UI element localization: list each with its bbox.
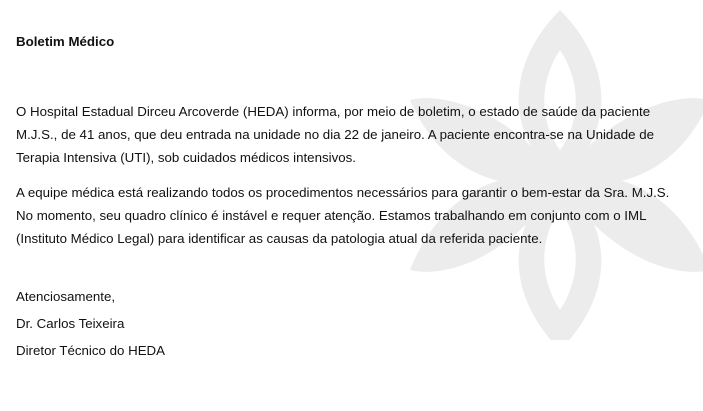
signatory-name: Dr. Carlos Teixeira (16, 316, 125, 331)
closing-salutation: Atenciosamente, (16, 289, 116, 304)
document-title: Boletim Médico (16, 34, 115, 49)
bulletin-paragraph-2: A equipe médica está realizando todos os procedimentos necessários para garantir o bem-estar da Sra. M.J.S. No momento, seu quadro clínico é instável e requer atenção. Estamos trabalhando em conjunto com o IML (Instituto Médico Legal) para identificar as causas da patologia atual da referida paciente. (16, 185, 670, 246)
signature-block (16, 285, 676, 366)
bulletin-paragraph-1: O Hospital Estadual Dirceu Arcoverde (HEDA) informa, por meio de boletim, o estado de saúde da paciente M.J.S., de 41 anos, que deu entrada na unidade no dia 22 de janeiro. A paciente encontra-se na Unidade de Terapia Intensiva (UTI), sob cuidados médicos intensivos. (16, 104, 654, 165)
signatory-role: Diretor Técnico do HEDA (16, 343, 166, 358)
